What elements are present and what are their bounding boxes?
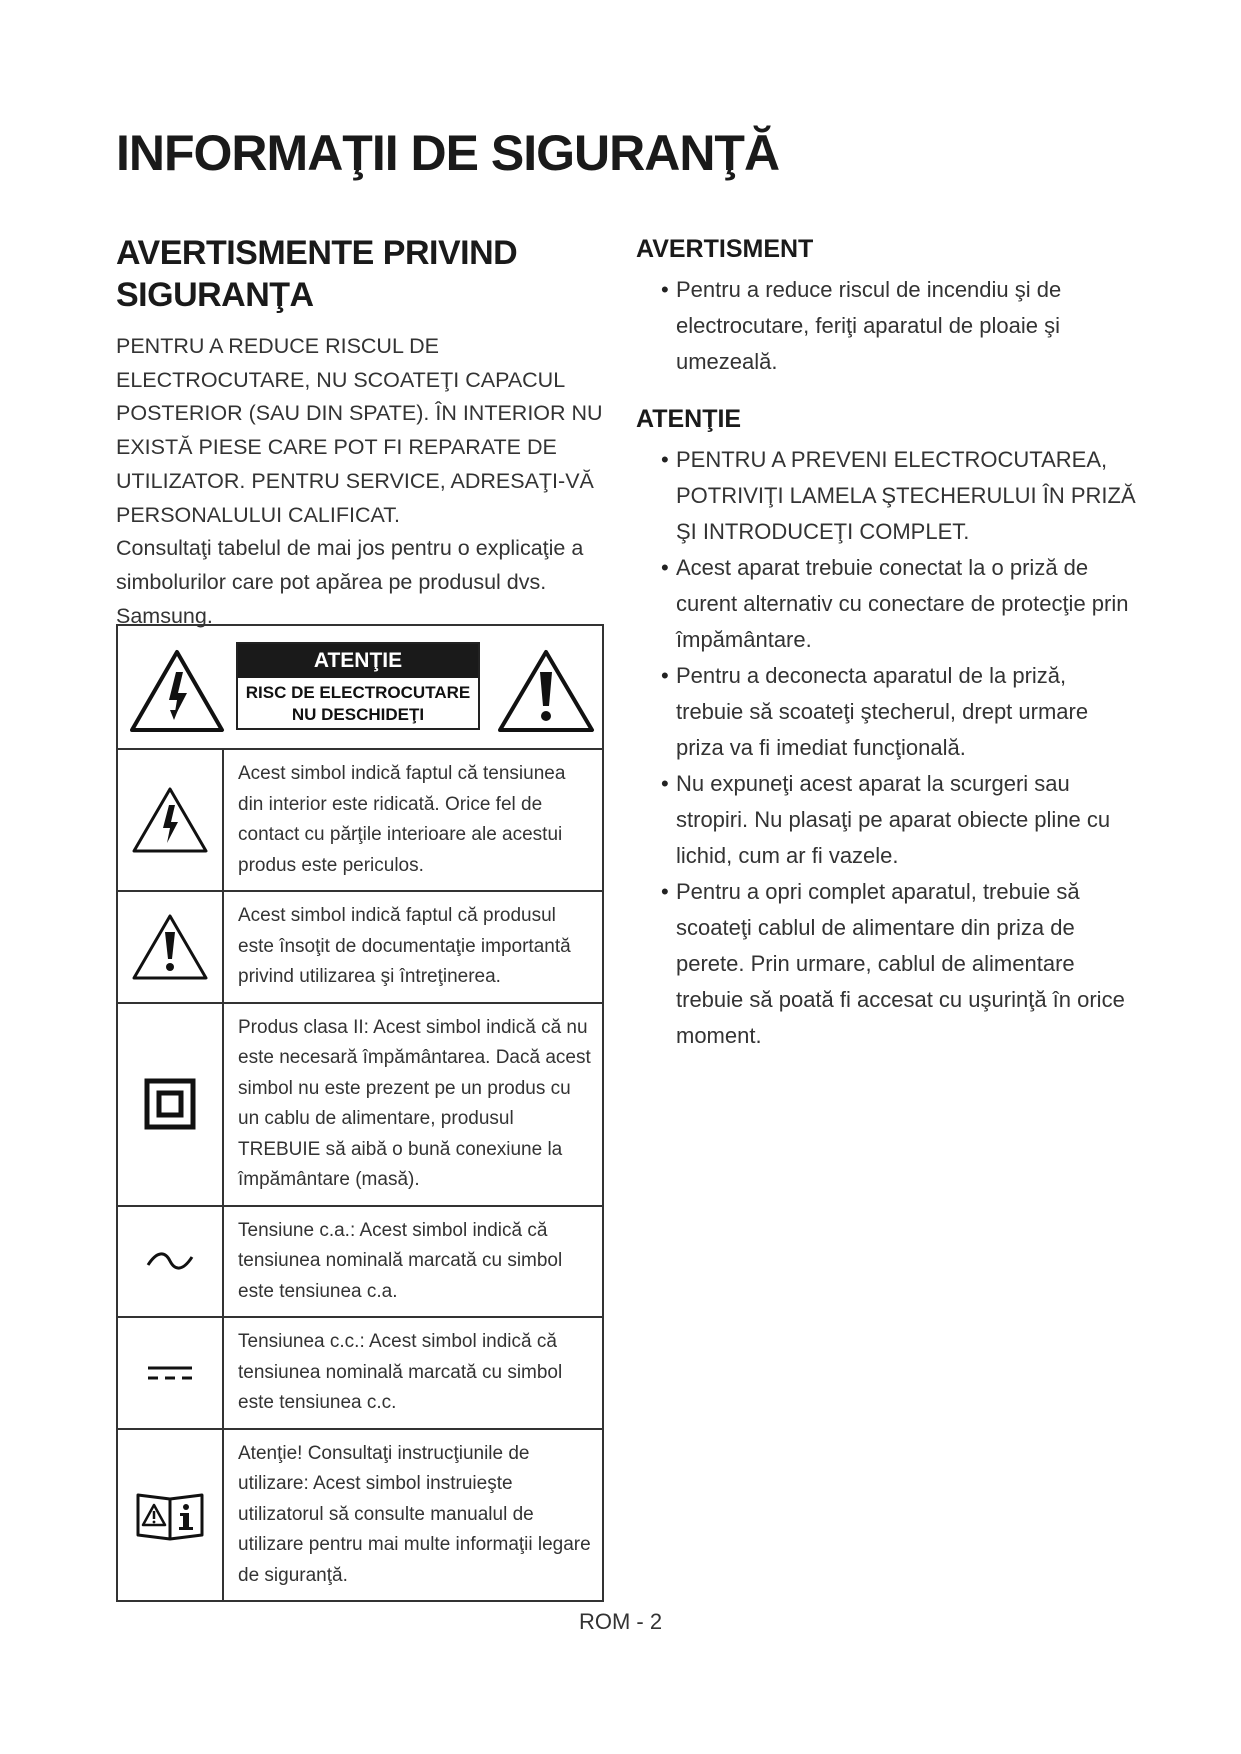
symbol-cell: [118, 1004, 224, 1205]
table-row: [118, 1004, 602, 1207]
page-title: INFORMAŢII DE SIGURANŢĂ: [116, 125, 780, 181]
list-item: • Pentru a reduce riscul de incendiu şi de electrocutare, feriţi aparatul de ploaie şi umezeală.: [676, 272, 1136, 380]
table-row: [118, 892, 602, 1004]
caution-label-box: [236, 642, 480, 730]
high-voltage-warning-icon: [128, 648, 226, 734]
list-item: • Acest aparat trebuie conectat la o priză de curent alternativ cu conectare de protecţie prin împământare.: [676, 550, 1136, 658]
safety-warnings-heading: AVERTISMENTE PRIVIND SIGURANŢA: [116, 234, 518, 314]
table-header-row: [118, 626, 602, 750]
consult-manual-icon: [134, 1489, 206, 1541]
intro-text: Consultaţi tabelul de mai jos pentru o explicaţie a simbolurilor care pot apărea pe produsul dvs. Samsung.: [116, 536, 584, 628]
list-item: • Pentru a opri complet aparatul, trebuie să scoateţi cablul de alimentare din priza de perete. Prin urmare, cablul de alimentare trebuie să poată fi accesat cu uşurinţă în orice moment.: [676, 874, 1136, 1054]
symbol-cell: [118, 1318, 224, 1428]
symbol-description: Atenţie! Consultaţi instrucţiunile de utilizare: Acest simbol instruieşte utilizatorul să consulte manualul de utilizare pentru mai multe informaţii legare de siguranţă.: [238, 1442, 591, 1586]
table-row: [118, 1207, 602, 1319]
list-item: • PENTRU A PREVENI ELECTROCUTAREA, POTRIVIŢI LAMELA ŞTECHERULUI ÎN PRIZĂ ŞI INTRODUCEŢI COMPLET.: [676, 442, 1136, 550]
symbol-description: Tensiune c.a.: Acest simbol indică că tensiunea nominală marcată cu simbol este tensiunea c.a.: [238, 1219, 563, 1302]
high-voltage-warning-icon: [130, 785, 210, 855]
right-column: [636, 232, 1136, 1054]
intro-uppercase-text: PENTRU A REDUCE RISCUL DE ELECTROCUTARE, NU SCOATEŢI CAPACUL POSTERIOR (SAU DIN SPATE). ÎN INTERIOR NU EXISTĂ PIESE CARE POT FI REPARATE DE UTILIZATOR. PENTRU SERVICE, ADRESAŢI-VĂ PERSONALULUI CALIFICAT.: [116, 334, 603, 527]
symbol-cell: [118, 750, 224, 890]
table-row: [118, 1318, 602, 1430]
warning-list: [636, 272, 1136, 380]
symbol-description: Acest simbol indică faptul că produsul este însoţit de documentaţie importantă privind utilizarea şi întreţinerea.: [238, 905, 571, 987]
left-column: [116, 232, 616, 633]
warning-heading: AVERTISMENT: [636, 235, 814, 263]
symbol-description: Produs clasa II: Acest simbol indică că nu este necesară împământarea. Dacă acest simbol nu este prezent pe un produs cu un cablu de alimentare, produsul TREBUIE să aibă o bună conexiune la împământare (masă).: [238, 1016, 591, 1190]
class-ii-double-square-icon: [144, 1078, 196, 1130]
table-row: [118, 1430, 602, 1601]
list-item: • Pentru a deconecta aparatul de la priză, trebuie să scoateţi ştecherul, drept urmare priza va fi imediat funcţională.: [676, 658, 1136, 766]
caution-label-line2: NU DESCHIDEŢI: [291, 705, 425, 724]
caution-list: [636, 442, 1136, 1054]
symbol-cell: [118, 892, 224, 1002]
table-row: [118, 750, 602, 892]
ac-voltage-icon: [145, 1249, 195, 1273]
exclamation-warning-icon: [496, 648, 596, 734]
symbol-cell: [118, 1430, 224, 1601]
page-number: ROM - 2: [578, 1609, 663, 1634]
caution-label-line1: RISC DE ELECTROCUTARE: [245, 683, 471, 702]
dc-voltage-icon: [146, 1363, 194, 1383]
symbol-cell: [118, 1207, 224, 1317]
symbol-description: Acest simbol indică faptul că tensiunea din interior este ridicată. Orice fel de contact cu părţile interioare ale acestui produs este periculos.: [238, 763, 566, 876]
list-item: • Nu expuneţi acest aparat la scurgeri sau stropiri. Nu plasaţi pe aparat obiecte pline cu lichid, cum ar fi vazele.: [676, 766, 1136, 874]
caution-heading: ATENŢIE: [636, 405, 742, 433]
caution-label-title: ATENŢIE: [238, 644, 478, 678]
symbol-description: Tensiunea c.c.: Acest simbol indică că tensiunea nominală marcată cu simbol este tensiunea c.c.: [238, 1331, 563, 1413]
exclamation-warning-icon: [130, 912, 210, 982]
symbols-table: [116, 624, 604, 1602]
